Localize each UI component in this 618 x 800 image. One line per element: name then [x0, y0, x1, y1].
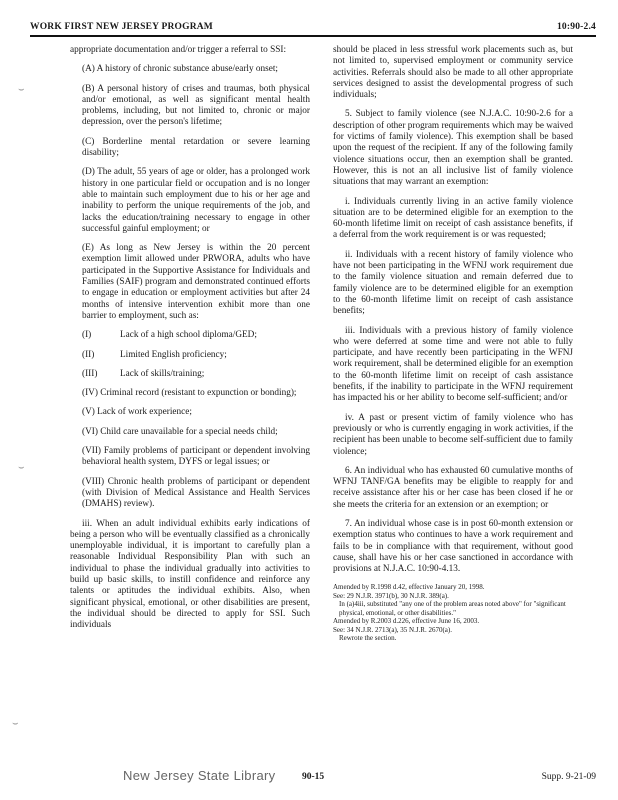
item-v: (V) Lack of work experience;	[82, 407, 192, 418]
item-number: (II)	[82, 349, 95, 360]
header-section: 10:90-2.4	[556, 22, 596, 32]
history-note: See: 34 N.J.R. 2713(a), 35 N.J.R. 2670(a).	[333, 625, 452, 634]
item-c: (C) Borderline mental retardation or severe learning disability;	[82, 136, 310, 159]
item-b: (B) A personal history of crises and traumas, both physical and/or emotional, as well as significant mental health problems, including, but not limited to, chronic or major depression, over the person's lifetime;	[82, 83, 310, 128]
page-footer	[30, 768, 596, 792]
paragraph-6: 6. An individual who has exhausted 60 cumulative months of WFNJ TANF/GA benefits may be eligible to reapply for and receive assistance after his or her case has been closed if he or she meets the criteria for an extension or an exemption; or	[333, 465, 573, 510]
history-note: Rewrote the section.	[339, 633, 397, 642]
paragraph-5-ii: ii. Individuals with a recent history of family violence who have not been participating in the WFNJ work requirement due to the family violence situation and remain deferred due to family violence are to be determined eligible for an exemption to the 60-month lifetime limit on receipt of cash assistance benefits;	[333, 249, 573, 317]
history-note: In (a)4iii, substituted "any one of the problem areas noted above" for "significant physical, emotional, or other disabilities."	[339, 600, 566, 617]
left-column	[70, 45, 310, 639]
item-iv: (IV) Criminal record (resistant to expunction or bonding);	[82, 388, 297, 399]
margin-mark: ⌣	[18, 84, 25, 95]
running-header	[30, 22, 596, 32]
paragraph-iii: iii. When an adult individual exhibits early indications of being a person who will be eventually classified as a chronically unemployable individual, it is important to carefully plan a reasonable Individual Responsibility Plan with such an individual to phase the individual gradually into activities to build up basic skills, to instill confidence and reinforce any talents or aptitudes the individual exhibits. Also, when significant physical, emotional, or other disabilities are present, the individual should be directed to apply for SSI. Such individuals	[70, 518, 310, 631]
item-a: (A) A history of chronic substance abuse/early onset;	[82, 64, 278, 75]
history-notes	[333, 583, 573, 642]
paragraph-5-iv: iv. A past or present victim of family violence who has previously or who is currently engaging in work activities, if the recipient has been unable to become self-sufficient due to family violence;	[333, 412, 573, 457]
history-note: Amended by R.2003 d.226, effective June 16, 2003.	[333, 617, 480, 626]
header-title: WORK FIRST NEW JERSEY PROGRAM	[30, 22, 213, 32]
item-number: (III)	[82, 368, 98, 379]
item-viii: (VIII) Chronic health problems of participant or dependent (with Division of Medical Assistance and Health Services (DMAHS) review).	[82, 476, 310, 510]
paragraph-continuation: should be placed in less stressful work placements such as, but not limited to, supervised employment or community service activities. Referrals should also be made to all other appropriate services designed to assist the developmental progress of such individuals;	[333, 45, 573, 101]
header-rule	[30, 35, 596, 37]
right-column	[333, 45, 573, 642]
paragraph-5-i: i. Individuals currently living in an active family violence situation are to be determined eligible for an exemption to the 60-month lifetime limit on receipt of cash assistance benefits, if a deferral from the work requirement is or was requested;	[333, 196, 573, 241]
list-item	[82, 350, 310, 361]
library-stamp: New Jersey State Library	[123, 768, 276, 783]
margin-mark: ⌣	[18, 462, 25, 473]
item-text: Limited English proficiency;	[120, 349, 227, 360]
list-item	[82, 330, 310, 341]
item-vii: (VII) Family problems of participant or dependent involving behavioral health system, DYFS or legal issues; or	[82, 446, 310, 468]
paragraph-7: 7. An individual whose case is in post 60-month extension or exemption status who continues to have a work requirement and fails to be in compliance with that requirement, without good cause, shall have his or her case sanctioned in accordance with provisions at N.J.A.C. 10:90-4.13.	[333, 518, 573, 575]
item-d: (D) The adult, 55 years of age or older, has a prolonged work history in one particular field or occupation and is no longer able to maintain such employment due to his or her age and inability to perform the unique requirements of the job, and lacks the education/training necessary to engage in other successful gainful employment; or	[82, 167, 310, 234]
margin-mark: ⌣	[12, 718, 19, 729]
history-note: See: 29 N.J.R. 3971(b), 30 N.J.R. 389(a).	[333, 591, 449, 600]
item-text: Lack of skills/training;	[120, 368, 205, 379]
paragraph-5: 5. Subject to family violence (see N.J.A.C. 10:90-2.6 for a description of other program requirements which may be waived for victims of family violence). This exemption shall be based upon the request of the recipient. If any of the following family violence situations occur, then an exemption shall be granted. However, this is not an all inclusive list of family violence situations that may warrant an exemption:	[333, 109, 573, 188]
item-number: (I)	[82, 330, 92, 341]
page-number: 90-15	[302, 772, 325, 782]
paragraph-5-iii: iii. Individuals with a previous history of family violence who were deferred at some time and were not able to fully participate, and have recently been participating in the WFNJ work requirement, shall be determined eligible for an exemption to the 60-month lifetime limit on receipt of cash assistance benefits, if the inability to participate in the WFNJ requirement has impacted his or her ability to become self-sufficient; and/or	[333, 325, 573, 404]
list-item	[82, 369, 310, 380]
paragraph-intro: appropriate documentation and/or trigger a referral to SSI:	[70, 45, 287, 55]
item-text: Lack of a high school diploma/GED;	[120, 330, 257, 341]
item-vi: (VI) Child care unavailable for a special needs child;	[82, 426, 278, 437]
history-note: Amended by R.1998 d.42, effective January 20, 1998.	[333, 583, 485, 592]
item-e: (E) As long as New Jersey is within the 20 percent exemption limit allowed under PRWORA, adults who have participated in the Supportive Assistance for Individuals and Families (SAIF) program and demonstrated continued efforts to engage in education or employment activities but after 24 months of intensive intervention exhibit more than one barrier to employment, such as:	[82, 243, 310, 321]
supplement-date: Supp. 9-21-09	[541, 772, 596, 782]
